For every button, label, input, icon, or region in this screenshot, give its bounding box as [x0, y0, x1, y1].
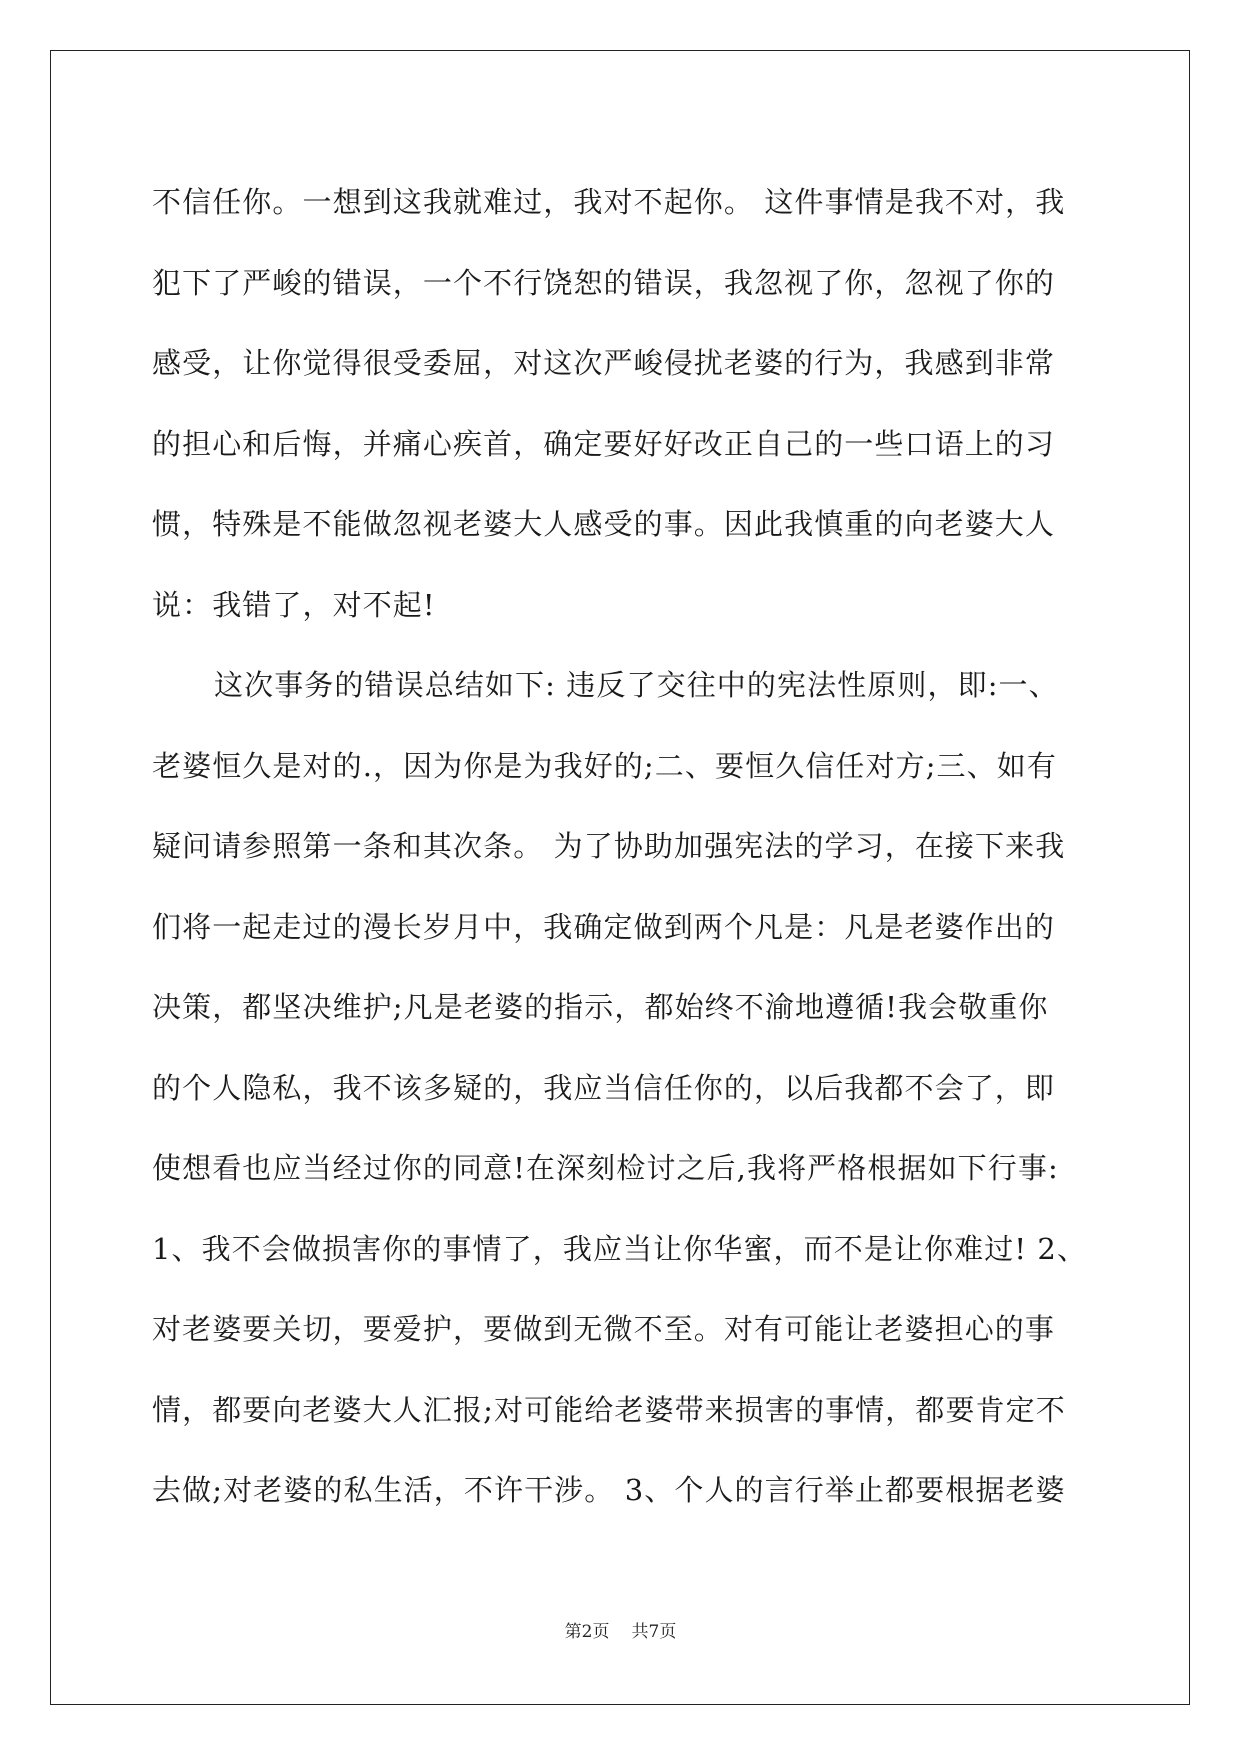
text-line: 决策，都坚决维护;凡是老婆的指示，都始终不渝地遵循!我会敬重你 — [152, 990, 1049, 1024]
text-line: 不信任你。一想到这我就难过，我对不起你。 这件事情是我不对，我 — [152, 185, 1066, 219]
page-footer — [0, 1617, 1241, 1642]
text-line: 使想看也应当经过你的同意!在深刻检讨之后,我将严格根据如下行事: — [152, 1151, 1059, 1185]
current-page-number: 第2页 — [564, 1622, 610, 1642]
text-line: 惯，特殊是不能做忽视老婆大人感受的事。因此我慎重的向老婆大人 — [152, 507, 1056, 541]
text-line: 说：我错了，对不起! — [152, 587, 436, 622]
text-line: 感受，让你觉得很受委屈，对这次严峻侵扰老婆的行为，我感到非常 — [152, 346, 1056, 380]
text-line: 的担心和后悔，并痛心疾首，确定要好好改正自己的一些口语上的习 — [152, 426, 1056, 461]
text-line: 对老婆要关切，要爱护，要做到无微不至。对有可能让老婆担心的事 — [152, 1312, 1056, 1346]
text-line: 情，都要向老婆大人汇报;对可能给老婆带来损害的事情，都要肯定不 — [152, 1392, 1066, 1427]
text-line: 犯下了严峻的错误，一个不行饶恕的错误，我忽视了你，忽视了你的 — [152, 265, 1056, 300]
text-line: 老婆恒久是对的.，因为你是为我好的;二、要恒久信任对方;三、如有 — [152, 748, 1057, 783]
document-body — [152, 162, 1092, 1531]
total-pages: 共7页 — [631, 1622, 677, 1642]
text-line: 的个人隐私，我不该多疑的，我应当信任你的，以后我都不会了，即 — [152, 1070, 1056, 1105]
text-line: 去做;对老婆的私生活，不许干涉。 3、个人的言行举止都要根据老婆 — [152, 1473, 1066, 1507]
text-line: 们将一起走过的漫长岁月中，我确定做到两个凡是：凡是老婆作出的 — [152, 909, 1056, 944]
paragraph-start-line: 这次事务的错误总结如下: 违反了交往中的宪法性原则，即:一、 — [214, 668, 1059, 702]
text-line: 1、我不会做损害你的事情了，我应当让你华蜜，而不是让你难过! 2、 — [152, 1231, 1088, 1266]
text-line: 疑问请参照第一条和其次条。 为了协助加强宪法的学习，在接下来我 — [152, 829, 1066, 863]
